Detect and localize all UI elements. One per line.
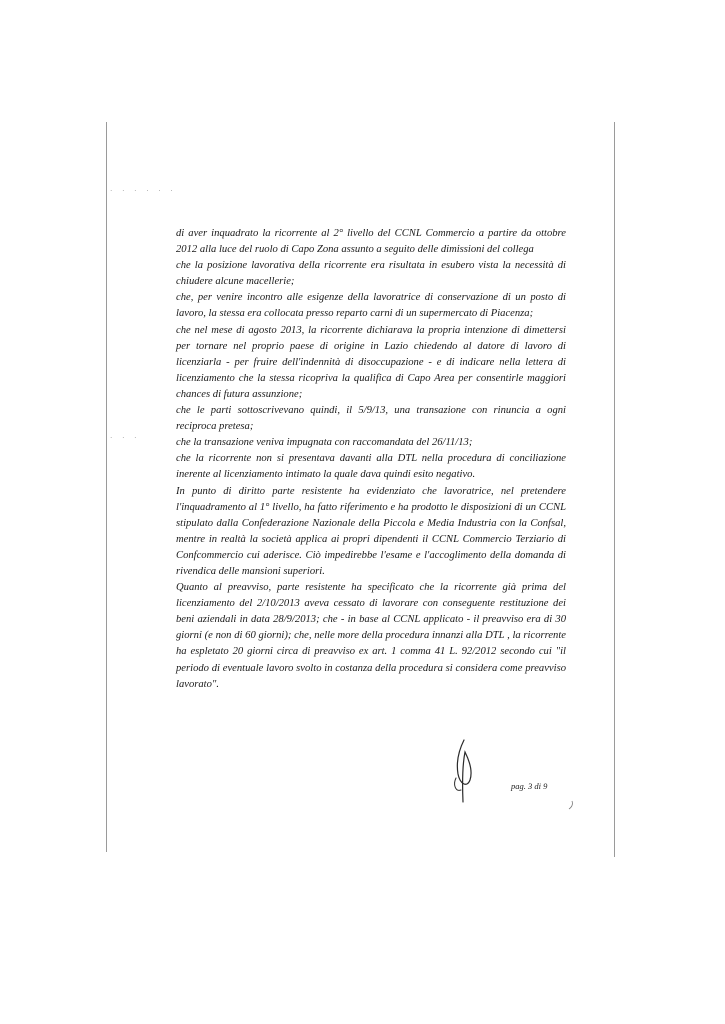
document-body — [176, 226, 566, 693]
paragraph: che la posizione lavorativa della ricorrente era risultata in esubero vista la necessità di chiudere alcune macellerie; — [176, 260, 566, 288]
paragraph: In punto di diritto parte resistente ha evidenziato che lavoratrice, nel pretendere l'inquadramento al 1° livello, ha fatto riferimento e ha prodotto le disposizioni di un CCNL stipulato dalla Confederazione Nazionale della Piccola e Media Industria con la Confsal, mentre in realtà la società applica ai propri dipendenti il CCNL Commercio Terziario di Confcommercio cui aderisce. Ciò impedirebbe l'esame e l'accoglimento della domanda di rivendica delle mansioni superiori. — [176, 485, 566, 577]
handwritten-signature-icon — [450, 738, 478, 804]
paragraph: Quanto al preavviso, parte resistente ha specificato che la ricorrente già prima del licenziamento del 2/10/2013 aveva cessato di lavorare con conseguente restituzione dei beni aziendali in data 28/9/2013; che - in base al CCNL applicato - il preavviso era di 30 giorni (e non di 60 giorni); che, nelle more della procedura innanzi alla DTL , la ricorrente ha espletato 20 giorni circa di preavviso ex art. 1 comma 41 L. 92/2012 secondo cui "il periodo di eventuale lavoro svolto in costanza della procedura si considera come preavviso lavorato". — [176, 582, 566, 690]
paragraph: che nel mese di agosto 2013, la ricorrente dichiarava la propria intenzione di dimettersi per tornare nel proprio paese di origine in Lazio chiedendo al datore di lavoro di licenziarla - per fruire dell'indennità di disoccupazione - e di indicare nella lettera di licenziamento che la stessa ricopriva la qualifica di Capo Area per consentirle maggiori chances di futura assunzione; — [176, 324, 566, 400]
paragraph: che le parti sottoscrivevano quindi, il 5/9/13, una transazione con rinuncia a ogni reciproca pretesa; — [176, 405, 566, 433]
paragraph: di aver inquadrato la ricorrente al 2° livello del CCNL Commercio a partire da ottobre 2012 alla luce del ruolo di Capo Zona assunto a seguito delle dimissioni del collega — [176, 228, 566, 256]
scan-artifact-dots: · · · · · · — [110, 187, 177, 195]
scan-border-left — [106, 122, 107, 852]
scan-border-right — [614, 122, 615, 857]
scan-artifact-dots: · · · — [110, 434, 141, 442]
scan-mark-icon — [568, 800, 574, 810]
paragraph: che la transazione veniva impugnata con raccomandata del 26/11/13; — [176, 437, 473, 449]
page-number: pag. 3 di 9 — [511, 781, 548, 791]
paragraph: che, per venire incontro alle esigenze della lavoratrice di conservazione di un posto di lavoro, la stessa era collocata presso reparto carni di un supermercato di Piacenza; — [176, 292, 566, 320]
paragraph: che la ricorrente non si presentava davanti alla DTL nella procedura di conciliazione inerente al licenziamento intimato la quale dava quindi esito negativo. — [176, 453, 566, 481]
